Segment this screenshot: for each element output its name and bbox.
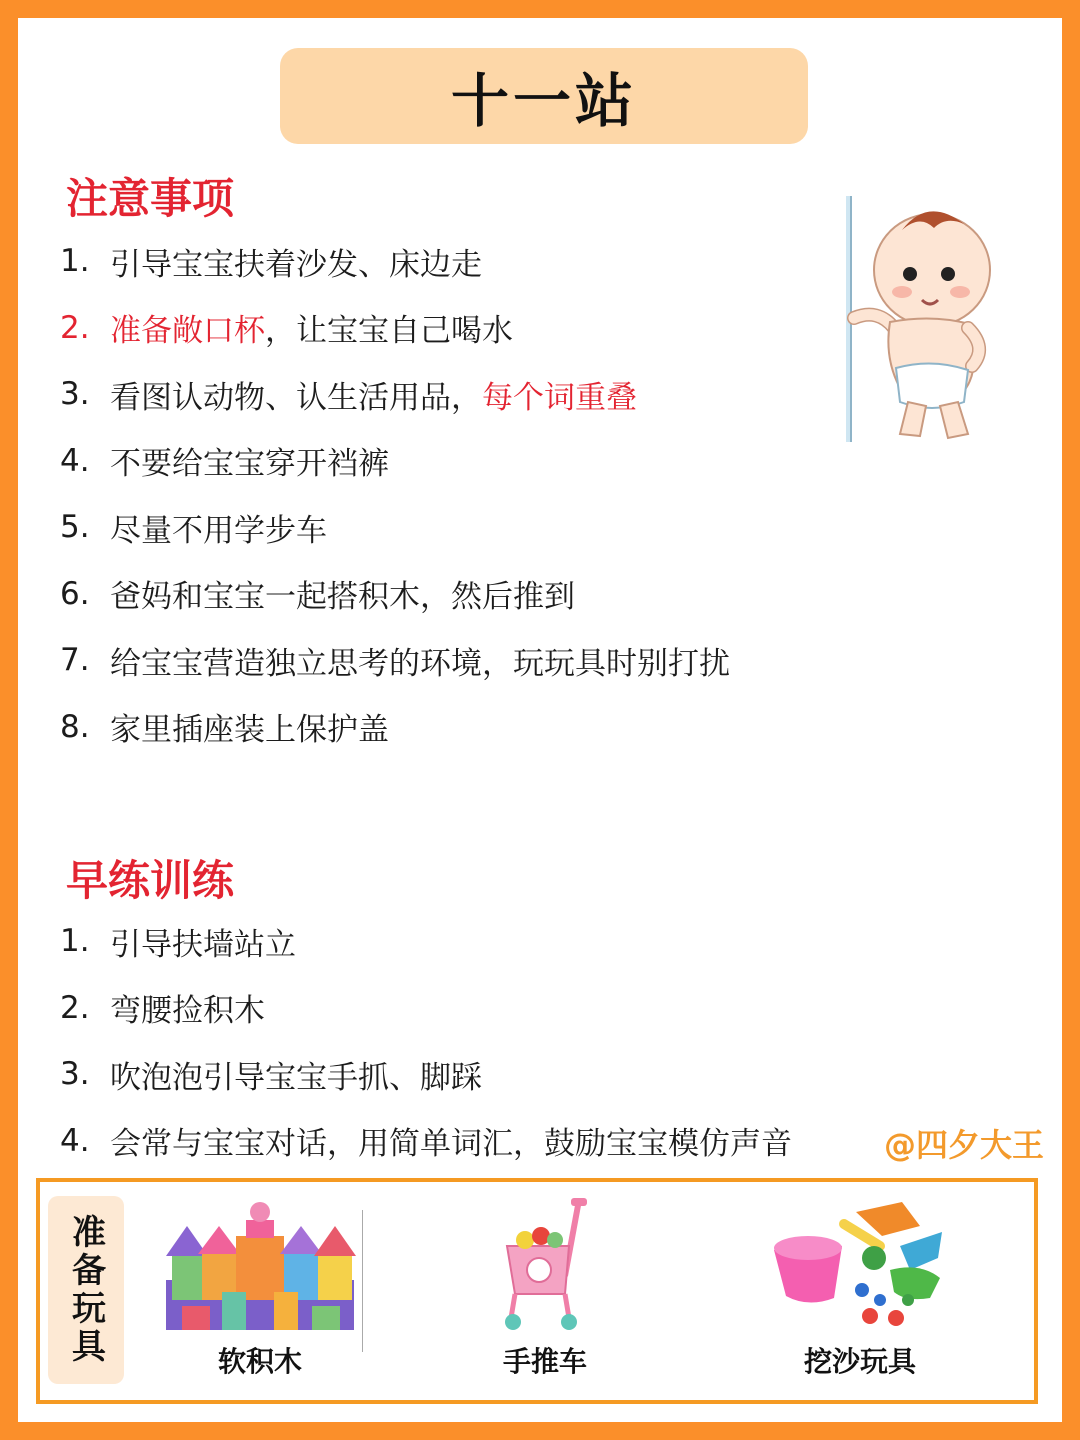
list-item: 4. 不要给宝宝穿开裆裤: [60, 442, 389, 483]
baby-standing-icon: [838, 188, 1018, 450]
notes-list: [60, 228, 730, 760]
list-item: 4. 会常与宝宝对话，用简单词汇，鼓励宝宝模仿声音: [60, 1122, 792, 1163]
list-item: 8. 家里插座装上保护盖: [60, 708, 389, 749]
list-item: 5. 尽量不用学步车: [60, 509, 327, 549]
soft-blocks-icon: [162, 1196, 358, 1336]
toys-panel: [36, 1178, 1038, 1404]
author-watermark: @四夕大王: [883, 1126, 1044, 1164]
training-heading: 早练训练: [66, 856, 235, 905]
list-item: 2. 准备敞口杯 ，让宝宝自己喝水: [60, 309, 513, 350]
list-item: 3. 看图认动物、认生活用品， 每个词重叠: [60, 376, 637, 416]
toy-label-soft-blocks: 软积木: [217, 1345, 302, 1378]
toy-label-sand-set: 挖沙玩具: [803, 1345, 916, 1378]
shopping-cart-toy-icon: [495, 1196, 595, 1336]
toy-label-push-cart: 手推车: [502, 1345, 587, 1378]
list-item: 1. 引导扶墙站立: [60, 923, 296, 963]
list-item: 1. 引导宝宝扶着沙发、床边走: [60, 243, 482, 283]
sand-toys-icon: [770, 1196, 950, 1336]
prep-toys-tag: [48, 1196, 124, 1384]
list-item: 2. 弯腰捡积木: [60, 989, 265, 1030]
list-item: 6. 爸妈和宝宝一起搭积木，然后推到: [60, 575, 575, 616]
prep-toys-label: 准备玩具: [65, 1214, 106, 1366]
page: [18, 18, 1062, 1422]
page-title: 十一站: [450, 67, 637, 135]
notes-heading: 注意事项: [66, 174, 235, 223]
toy-soft-blocks: [160, 1196, 360, 1380]
training-list: [60, 908, 792, 1174]
toy-sand-set: [760, 1196, 960, 1380]
list-item: 3. 吹泡泡引导宝宝手抓、脚踩: [60, 1056, 482, 1096]
title-banner: [280, 48, 808, 144]
divider: [362, 1210, 363, 1352]
list-item: 7. 给宝宝营造独立思考的环境，玩玩具时别打扰: [60, 642, 730, 682]
toy-push-cart: [470, 1196, 620, 1380]
